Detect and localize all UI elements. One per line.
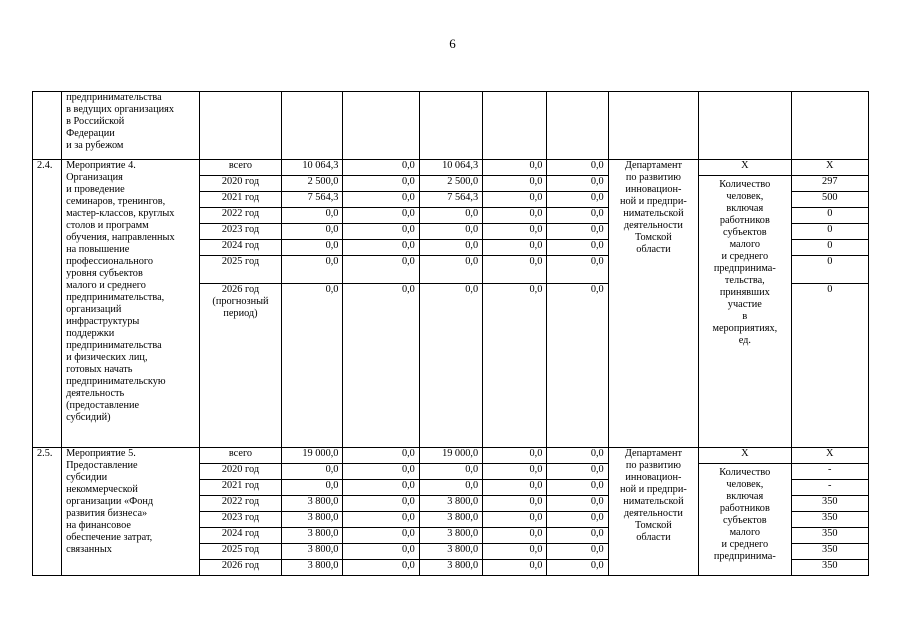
amount-local: 0,0 <box>483 560 547 576</box>
amount-other: 0,0 <box>547 464 608 480</box>
amount-federal: 0,0 <box>343 496 419 512</box>
amount-local: 0,0 <box>483 480 547 496</box>
amount-federal: 0,0 <box>343 224 419 240</box>
amount-local: 0,0 <box>483 176 547 192</box>
year-cell: 2022 год <box>199 208 281 224</box>
amount-other: 0,0 <box>547 256 608 284</box>
amount-local: 0,0 <box>483 208 547 224</box>
amount-other: 0,0 <box>547 480 608 496</box>
amount-regional: 0,0 <box>419 256 482 284</box>
year-cell: 2026 год <box>199 560 281 576</box>
amount-local: 0,0 <box>483 192 547 208</box>
continuation-num-cell <box>33 92 62 160</box>
amount-local: 0,0 <box>483 512 547 528</box>
year-cell: 2023 год <box>199 224 281 240</box>
amount-federal: 0,0 <box>343 284 419 448</box>
continuation-row <box>33 92 869 160</box>
amount-federal: 0,0 <box>343 464 419 480</box>
year-cell: 2026 год (прогнозный период) <box>199 284 281 448</box>
indicator-target: 0 <box>791 256 868 284</box>
measure-number: 2.4. <box>33 160 62 448</box>
indicator-x: X <box>699 160 791 176</box>
amount-other: 0,0 <box>547 284 608 448</box>
amount-local: 0,0 <box>483 284 547 448</box>
year-cell: 2021 год <box>199 480 281 496</box>
department-cell: Департамент по развитию инновацион- ной и предпри- нимательской деятельности Томской области <box>608 160 698 448</box>
indicator-target: 0 <box>791 224 868 240</box>
table-row <box>33 160 869 176</box>
indicator-target: 350 <box>791 544 868 560</box>
amount-total: 2 500,0 <box>282 176 343 192</box>
amount-local: 0,0 <box>483 464 547 480</box>
amount-regional: 3 800,0 <box>419 544 482 560</box>
year-cell: 2025 год <box>199 256 281 284</box>
department-cell: Департамент по развитию инновацион- ной и предпри- нимательской деятельности Томской области <box>608 448 698 576</box>
indicator-target: 0 <box>791 240 868 256</box>
amount-regional: 3 800,0 <box>419 528 482 544</box>
amount-regional: 7 564,3 <box>419 192 482 208</box>
amount-regional: 0,0 <box>419 240 482 256</box>
page-number: 6 <box>449 36 456 51</box>
amount-regional: 3 800,0 <box>419 560 482 576</box>
indicator-target: - <box>791 480 868 496</box>
year-cell: 2025 год <box>199 544 281 560</box>
amount-other: 0,0 <box>547 192 608 208</box>
indicator-target: 350 <box>791 560 868 576</box>
year-cell: всего <box>199 448 281 464</box>
amount-local: 0,0 <box>483 544 547 560</box>
amount-federal: 0,0 <box>343 208 419 224</box>
amount-regional: 10 064,3 <box>419 160 482 176</box>
amount-total: 10 064,3 <box>282 160 343 176</box>
amount-total: 3 800,0 <box>282 512 343 528</box>
table-row <box>33 448 869 464</box>
amount-federal: 0,0 <box>343 448 419 464</box>
amount-federal: 0,0 <box>343 256 419 284</box>
amount-other: 0,0 <box>547 544 608 560</box>
amount-federal: 0,0 <box>343 160 419 176</box>
indicator-target: 350 <box>791 512 868 528</box>
amount-local: 0,0 <box>483 224 547 240</box>
amount-local: 0,0 <box>483 240 547 256</box>
amount-total: 3 800,0 <box>282 544 343 560</box>
year-cell: 2023 год <box>199 512 281 528</box>
amount-regional: 3 800,0 <box>419 512 482 528</box>
amount-total: 0,0 <box>282 480 343 496</box>
amount-total: 7 564,3 <box>282 192 343 208</box>
amount-local: 0,0 <box>483 256 547 284</box>
amount-total: 0,0 <box>282 256 343 284</box>
amount-total: 0,0 <box>282 208 343 224</box>
indicator-target: 500 <box>791 192 868 208</box>
amount-federal: 0,0 <box>343 192 419 208</box>
continuation-text: предпринимательства в ведущих организациях в Российской Федерации и за рубежом <box>62 92 200 160</box>
amount-other: 0,0 <box>547 224 608 240</box>
amount-federal: 0,0 <box>343 480 419 496</box>
amount-other: 0,0 <box>547 448 608 464</box>
indicator-target: 350 <box>791 528 868 544</box>
indicator-description: Количество человек, включая работников субъектов малого и среднего предпринима- <box>699 464 791 576</box>
year-cell: 2022 год <box>199 496 281 512</box>
amount-total: 3 800,0 <box>282 496 343 512</box>
indicator-x: X <box>699 448 791 464</box>
amount-regional: 19 000,0 <box>419 448 482 464</box>
amount-federal: 0,0 <box>343 512 419 528</box>
amount-local: 0,0 <box>483 160 547 176</box>
amount-regional: 0,0 <box>419 208 482 224</box>
indicator-description: Количество человек, включая работников субъектов малого и среднего предпринима- тельства, принявших участие в мероприятиях, ед. <box>699 176 791 448</box>
indicator-target: - <box>791 464 868 480</box>
measure-title: Мероприятие 4. Организация и проведение семинаров, тренингов, мастер-классов, круглых столов и программ обучения, направленных на повышение профессионального уровня субъектов малого и среднего предпринимательства, организаций инфраструктуры поддержки предпринимательства и физических лиц, готовых начать предпринимательскую деятельность (предоставление субсидий) <box>62 160 200 448</box>
amount-federal: 0,0 <box>343 528 419 544</box>
measure-title: Мероприятие 5. Предоставление субсидии некоммерческой организации «Фонд развития бизнеса» на финансовое обеспечение затрат, связанных <box>62 448 200 576</box>
amount-federal: 0,0 <box>343 176 419 192</box>
amount-regional: 0,0 <box>419 480 482 496</box>
amount-federal: 0,0 <box>343 240 419 256</box>
indicator-target: 0 <box>791 284 868 448</box>
amount-local: 0,0 <box>483 448 547 464</box>
amount-other: 0,0 <box>547 528 608 544</box>
amount-federal: 0,0 <box>343 544 419 560</box>
amount-other: 0,0 <box>547 560 608 576</box>
year-cell: всего <box>199 160 281 176</box>
amount-regional: 0,0 <box>419 464 482 480</box>
amount-regional: 0,0 <box>419 224 482 240</box>
amount-federal: 0,0 <box>343 560 419 576</box>
amount-local: 0,0 <box>483 496 547 512</box>
indicator-target: 297 <box>791 176 868 192</box>
indicator-target: 0 <box>791 208 868 224</box>
amount-total: 0,0 <box>282 464 343 480</box>
amount-regional: 0,0 <box>419 284 482 448</box>
indicator-target: X <box>791 160 868 176</box>
amount-other: 0,0 <box>547 240 608 256</box>
amount-total: 0,0 <box>282 224 343 240</box>
year-cell: 2021 год <box>199 192 281 208</box>
amount-other: 0,0 <box>547 496 608 512</box>
amount-regional: 3 800,0 <box>419 496 482 512</box>
amount-total: 0,0 <box>282 284 343 448</box>
amount-other: 0,0 <box>547 160 608 176</box>
amount-other: 0,0 <box>547 176 608 192</box>
amount-total: 3 800,0 <box>282 560 343 576</box>
amount-total: 3 800,0 <box>282 528 343 544</box>
indicator-target: X <box>791 448 868 464</box>
amount-total: 0,0 <box>282 240 343 256</box>
amount-local: 0,0 <box>483 528 547 544</box>
year-cell: 2020 год <box>199 464 281 480</box>
year-cell: 2024 год <box>199 528 281 544</box>
amount-regional: 2 500,0 <box>419 176 482 192</box>
amount-total: 19 000,0 <box>282 448 343 464</box>
measure-number: 2.5. <box>33 448 62 576</box>
indicator-target: 350 <box>791 496 868 512</box>
amount-other: 0,0 <box>547 208 608 224</box>
amount-other: 0,0 <box>547 512 608 528</box>
program-measures-table <box>32 91 869 576</box>
year-cell: 2020 год <box>199 176 281 192</box>
year-cell: 2024 год <box>199 240 281 256</box>
